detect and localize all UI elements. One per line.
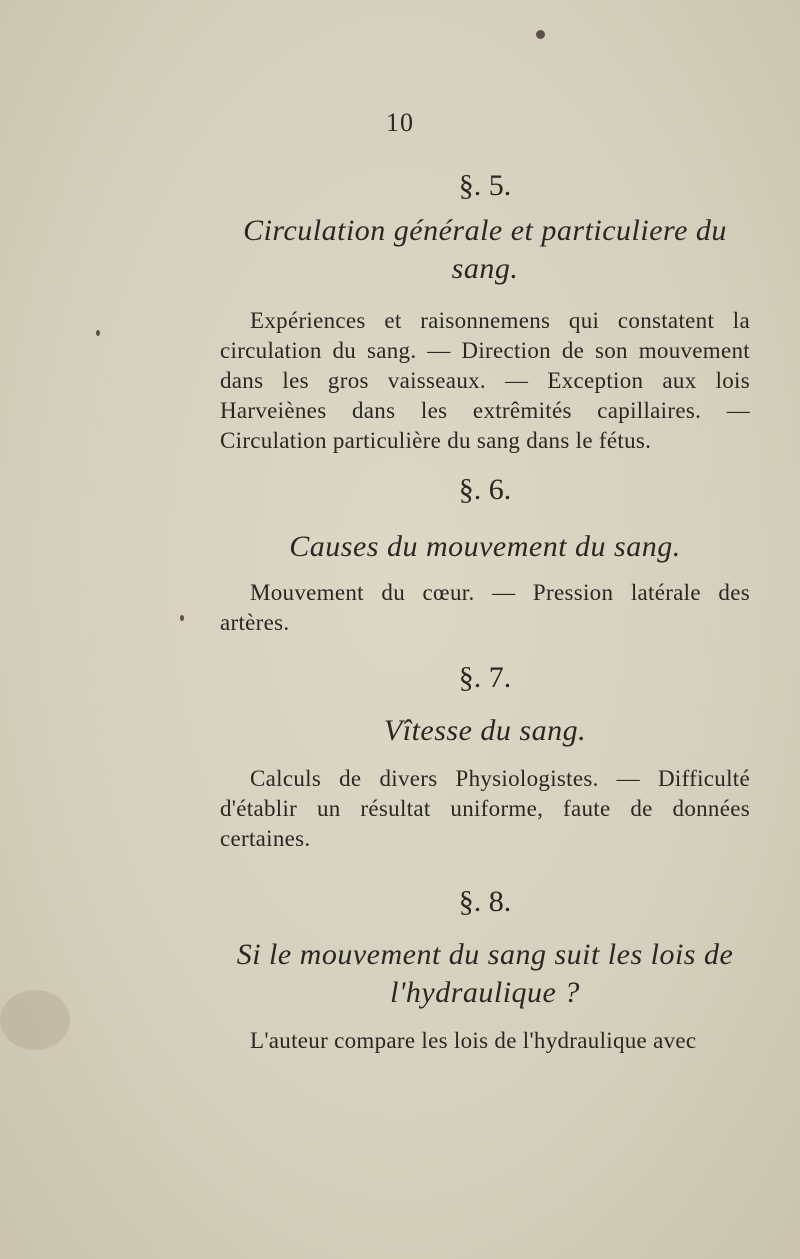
section-mark: §. 5. [458,169,512,202]
section-summary: Mouvement du cœur. — Pression latérale des artères. [220,580,750,635]
section-title: Circulation générale et particuliere du sang. [243,214,727,285]
page-number: 10 [386,108,414,137]
paper-stain [0,990,70,1050]
section-summary: L'auteur compare les lois de l'hydraulique avec [250,1028,697,1053]
section-title: Causes du mouvement du sang. [289,530,681,563]
ink-speck [536,30,545,39]
section-title: Si le mouvement du sang suit les lois de l'hydraulique ? [236,938,734,1009]
ink-speck [180,615,184,621]
section-title: Vîtesse du sang. [383,714,587,747]
section-5 [220,168,750,456]
section-summary: Expériences et raisonnemens qui constatent la circulation du sang. — Direction de son mouvement dans les gros vaisseaux. — Exception aux lois Harveiènes dans les extrêmités capillaires. — Circulation particulière du sang dans le fétus. [220,308,750,453]
section-mark: §. 7. [458,661,512,694]
section-7 [220,660,750,854]
section-8 [220,884,750,1056]
section-mark: §. 6. [458,473,512,506]
section-6 [220,472,750,638]
ink-speck [96,330,100,336]
section-mark: §. 8. [458,885,512,918]
section-summary: Calculs de divers Physiologistes. — Difficulté d'établir un résultat uniforme, faute de données certaines. [220,766,750,851]
